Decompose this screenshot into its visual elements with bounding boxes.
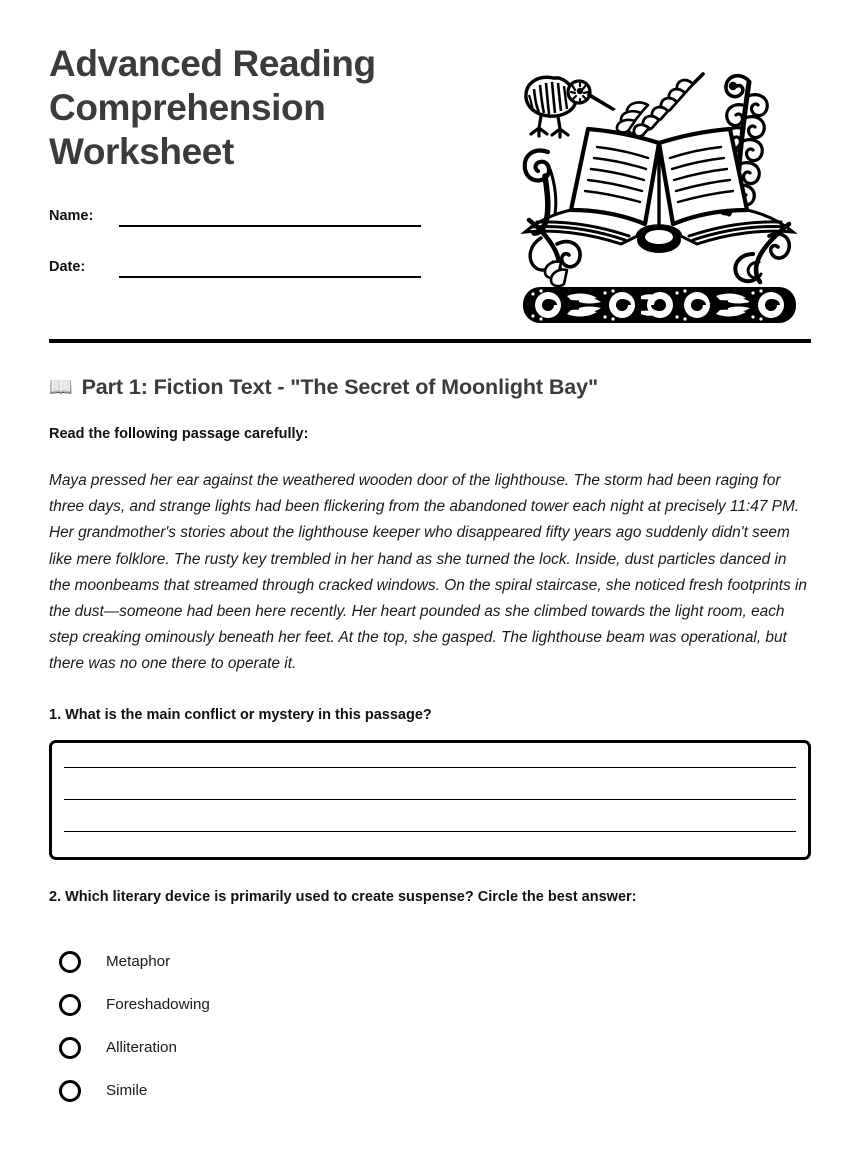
option-label: Metaphor — [106, 953, 171, 971]
name-field-row — [49, 200, 479, 228]
part1-heading-text: Part 1: Fiction Text - "The Secret of Moonlight Bay" — [81, 375, 599, 399]
option-label: Foreshadowing — [106, 996, 210, 1014]
header-illustration — [517, 48, 802, 323]
kiwi-bird-icon — [526, 77, 616, 137]
woodcut-book-kiwi-fern-illustration — [517, 48, 802, 323]
page-title: Advanced Reading Comprehension Worksheet — [49, 43, 376, 172]
part1-heading — [49, 375, 811, 400]
ornamental-border-band — [523, 287, 796, 323]
option-alliteration[interactable] — [49, 1033, 811, 1063]
name-field-label: Name: — [49, 208, 94, 224]
option-label: Simile — [106, 1082, 148, 1100]
header-text-block — [49, 42, 479, 302]
open-book-emoji: 📖 — [49, 377, 73, 398]
read-instruction: Read the following passage carefully: — [49, 426, 309, 442]
date-field-label: Date: — [49, 259, 86, 275]
question-2-text: 2. Which literary device is primarily used to create suspense? Circle the best answer: — [49, 888, 637, 905]
answer-write-line[interactable] — [64, 831, 796, 832]
question-1-text: 1. What is the main conflict or mystery in this passage? — [49, 706, 432, 723]
question-1-answer-box[interactable] — [49, 740, 811, 860]
date-field-input[interactable] — [119, 276, 421, 278]
option-foreshadowing[interactable] — [49, 990, 811, 1020]
date-field-row — [49, 251, 479, 279]
option-label: Alliteration — [106, 1039, 177, 1057]
question-2-options — [49, 947, 811, 1106]
name-field-input[interactable] — [119, 225, 421, 227]
answer-write-line[interactable] — [64, 799, 796, 800]
radio-circle-icon[interactable] — [59, 1037, 81, 1059]
worksheet-header — [49, 0, 811, 323]
header-divider-rule — [49, 339, 811, 343]
option-metaphor[interactable] — [49, 947, 811, 977]
answer-write-line[interactable] — [64, 767, 796, 768]
option-simile[interactable] — [49, 1076, 811, 1106]
radio-circle-icon[interactable] — [59, 951, 81, 973]
fiction-passage: Maya pressed her ear against the weathered wooden door of the lighthouse. The storm had been raging for three days, and strange lights had been flickering from the abandoned tower each night at precisely 11:47 PM. Her grandmother's stories about the lighthouse keeper who disappeared fifty years ago suddenly didn't seem like mere folklore. The rusty key trembled in her hand as she turned the lock. Inside, dust particles danced in the moonbeams that streamed through cracked windows. On the spiral staircase, she noticed fresh footprints in the dust—someone had been here recently. Her heart pounded as she climbed towards the light room, each step creaking ominously beneath her feet. At the top, she gasped. The lighthouse beam was operational, but there was no one there to operate it. — [49, 472, 807, 673]
radio-circle-icon[interactable] — [59, 994, 81, 1016]
radio-circle-icon[interactable] — [59, 1080, 81, 1102]
